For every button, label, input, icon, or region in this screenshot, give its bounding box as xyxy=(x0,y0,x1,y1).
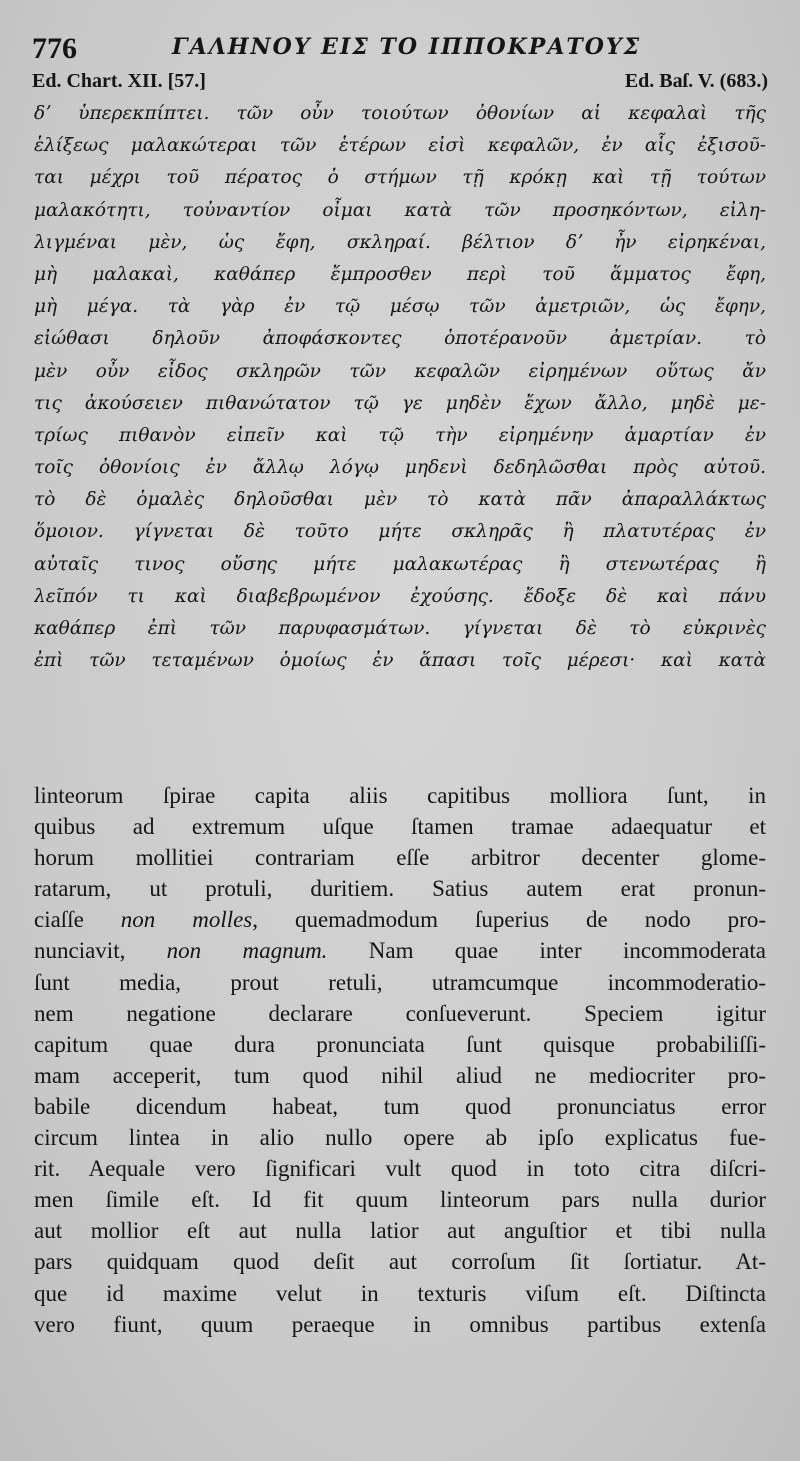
greek-line: λεῖπόν τι καὶ διαβεβρωμένον ἐχούσης. ἔδοξε δὲ καὶ πάνυ xyxy=(34,585,766,607)
greek-line: εἰώθασι δηλοῦν ἀποφάσκοντες ὁποτέρανοῦν ἀμετρίαν. τὸ xyxy=(34,328,766,350)
greek-line: τὸ δὲ ὁμαλὲς δηλοῦσθαι μὲν τὸ κατὰ πᾶν ἀπαραλλάκτως xyxy=(34,489,766,511)
greek-line: καθάπερ ἐπὶ τῶν παρυφασμάτων. γίγνεται δὲ τὸ εὐκρινὲς xyxy=(34,618,766,639)
latin-line xyxy=(34,1091,766,1122)
greek-line: ἑλίξεως μαλακώτεραι τῶν ἑτέρων εἰσὶ κεφαλῶν, ἐν αἷς ἐξισοῦ- xyxy=(34,135,766,157)
running-title: ΓΑΛΗΝΟΥ ΕΙΣ ΤΟ ΙΠΠΟΚΡΑΤΟΥΣ xyxy=(172,34,642,60)
greek-text xyxy=(34,98,766,677)
latin-line xyxy=(34,842,766,873)
text-segment: , quemadmodum ſuperius de nodo pro- xyxy=(252,907,766,933)
latin-line xyxy=(34,1060,766,1091)
greek-line: αὐταῖς τινος οὔσης μήτε μαλακωτέρας ἢ στενωτέρας ἢ xyxy=(34,553,766,575)
text-segment: circum lintea in alio nullo opere ab ipſo explicatus fue- xyxy=(34,1125,766,1151)
latin-translation xyxy=(34,780,766,1340)
page-header xyxy=(32,28,768,68)
greek-line: λιγμέναι μὲν, ὡς ἔφη, σκληραί. βέλτιον δʼ ἦν εἰρηκέναι, xyxy=(34,231,766,253)
italic-phrase: non magnum. xyxy=(166,938,328,964)
greek-line: δʼ ὑπερεκπίπτει. τῶν οὖν τοιούτων ὀθονίων αἱ κεφαλαὶ τῆς xyxy=(34,103,766,124)
greek-line: ἐπὶ τῶν τεταμένων ὁμοίως ἐν ἅπασι τοῖς μέρεσι· καὶ κατὰ xyxy=(34,650,766,672)
text-segment: ſunt media, prout retuli, utramcumque incommoderatio- xyxy=(34,969,766,995)
latin-line xyxy=(34,967,766,998)
text-segment: rit. Aequale vero ſignificari vult quod in toto citra diſcri- xyxy=(34,1156,766,1182)
latin-line xyxy=(34,1246,766,1277)
latin-line xyxy=(34,1278,766,1309)
edition-chartier: Ed. Chart. XII. [57.] xyxy=(32,70,206,92)
text-segment: quibus ad extremum uſque ſtamen tramae adaequatur et xyxy=(34,814,766,840)
page-number: 776 xyxy=(32,32,77,65)
edition-references xyxy=(32,70,768,94)
text-segment: vero fiunt, quum peraeque in omnibus partibus extenſa xyxy=(34,1311,766,1337)
latin-line xyxy=(34,935,766,966)
text-segment: capitum quae dura pronunciata ſunt quisque probabiliſſi- xyxy=(34,1031,766,1057)
greek-line: μὴ μαλακαὶ, καθάπερ ἔμπροσθεν περὶ τοῦ ἅμματος ἔφη, xyxy=(34,263,766,285)
greek-line: ται μέχρι τοῦ πέρατος ὁ στήμων τῇ κρόκῃ καὶ τῇ τούτων xyxy=(34,167,766,189)
text-segment: mam acceperit, tum quod nihil aliud ne mediocriter pro- xyxy=(34,1062,766,1088)
text-segment: linteorum ſpirae capita aliis capitibus molliora ſunt, in xyxy=(34,783,766,808)
text-segment: ciaſſe xyxy=(34,907,121,933)
text-segment: ratarum, ut protuli, duritiem. Satius autem erat pronun- xyxy=(34,876,766,902)
latin-line xyxy=(34,1122,766,1153)
latin-line xyxy=(34,1309,766,1340)
text-segment: Nam quae inter incommoderata xyxy=(327,938,766,964)
greek-line: τις ἀκούσειεν πιθανώτατον τῷ γε μηδὲν ἔχων ἄλλο, μηδὲ με- xyxy=(34,392,766,414)
latin-line xyxy=(34,1184,766,1215)
text-segment: pars quidquam quod deſit aut corroſum ſit ſortiatur. At- xyxy=(34,1249,766,1275)
greek-line: τοῖς ὀθονίοις ἐν ἄλλῳ λόγῳ μηδενὶ δεδηλῶσθαι πρὸς αὐτοῦ. xyxy=(34,457,766,479)
latin-line xyxy=(34,1153,766,1184)
italic-phrase: non molles xyxy=(120,907,253,933)
latin-line xyxy=(34,811,766,842)
latin-line xyxy=(34,904,766,935)
greek-line: μὴ μέγα. τὰ γὰρ ἐν τῷ μέσῳ τῶν ἀμετριῶν, ὡς ἔφην, xyxy=(34,296,766,318)
text-segment: aut mollior eſt aut nulla latior aut anguſtior et tibi nulla xyxy=(34,1218,766,1244)
latin-line xyxy=(34,780,766,811)
latin-line xyxy=(34,998,766,1029)
text-segment: babile dicendum habeat, tum quod pronunciatus error xyxy=(34,1093,766,1119)
text-segment: que id maxime velut in texturis viſum eſt. Diſtincta xyxy=(34,1280,766,1306)
greek-line: μαλακότητι, τοὐναντίον οἶμαι κατὰ τῶν προσηκόντων, εἰλη- xyxy=(34,199,766,221)
greek-line: μὲν οὖν εἶδος σκληρῶν τῶν κεφαλῶν εἰρημένων οὕτως ἄν xyxy=(34,360,766,382)
latin-line xyxy=(34,1029,766,1060)
latin-line xyxy=(34,1215,766,1246)
text-segment: nunciavit, xyxy=(34,938,167,964)
greek-line: τρίως πιθανὸν εἰπεῖν καὶ τῷ τὴν εἰρημένην ἁμαρτίαν ἐν xyxy=(34,424,766,446)
edition-basel: Ed. Baſ. V. (683.) xyxy=(624,70,768,92)
text-segment: horum mollitiei contrariam eſſe arbitror decenter glome- xyxy=(34,845,766,871)
greek-line: ὅμοιον. γίγνεται δὲ τοῦτο μήτε σκληρᾶς ἢ πλατυτέρας ἐν xyxy=(34,521,766,543)
text-segment: men ſimile eſt. Id fit quum linteorum pars nulla durior xyxy=(34,1187,766,1213)
text-segment: nem negatione declarare conſueverunt. Speciem igitur xyxy=(34,1000,766,1026)
latin-line xyxy=(34,873,766,904)
